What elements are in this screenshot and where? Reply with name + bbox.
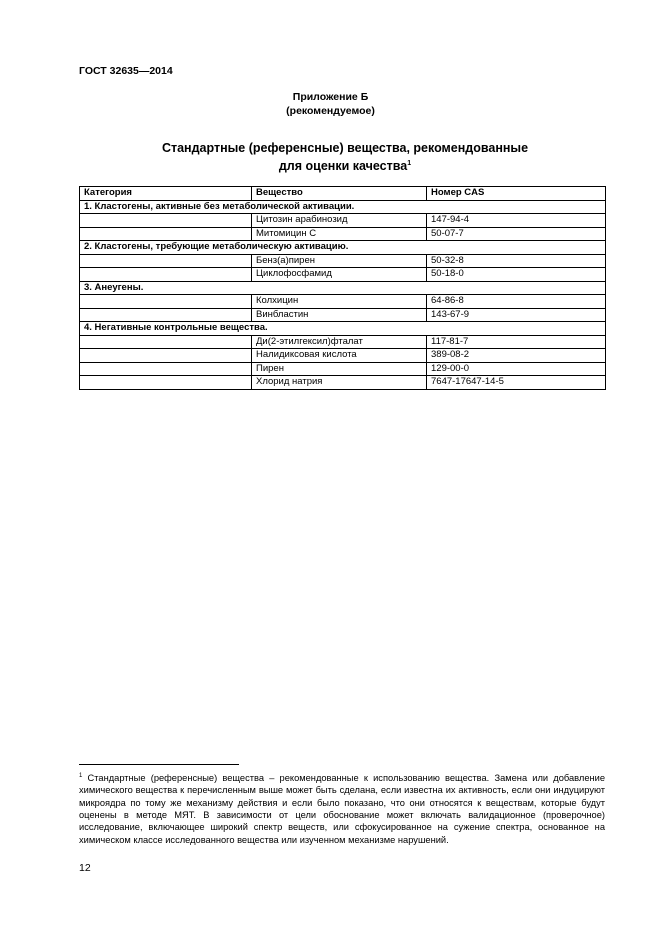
category-cell [80,254,252,268]
table-row [80,254,606,268]
table-row [80,295,606,309]
substance-cell: Митомицин С [252,227,427,241]
document-header: ГОСТ 32635—2014 [79,65,173,77]
category-cell [80,376,252,390]
table-row [80,214,606,228]
category-cell [80,308,252,322]
substance-cell: Циклофосфамид [252,268,427,282]
reference-substances-table [79,186,606,390]
cas-number-cell: 129-00-0 [427,362,606,376]
substance-cell: Ди(2-этилгексил)фталат [252,335,427,349]
table-section-row [80,281,606,295]
cas-number-cell: 64-86-8 [427,295,606,309]
category-cell [80,214,252,228]
column-header-substance: Вещество [252,187,427,201]
table-row [80,268,606,282]
substance-cell: Бенз(а)пирен [252,254,427,268]
substance-cell: Цитозин арабинозид [252,214,427,228]
section-label: 1. Кластогены, активные без метаболической активации. [80,200,606,214]
table-header-row [80,187,606,201]
title-line-2 [60,156,630,174]
appendix-heading [0,90,661,118]
document-title [60,140,630,174]
table-row [80,349,606,363]
table-row [80,308,606,322]
title-line-1: Стандартные (референсные) вещества, рекомендованные [161,141,529,155]
table-body [80,200,606,389]
section-label: 2. Кластогены, требующие метаболическую активацию. [80,241,606,255]
page-number: 12 [79,862,91,874]
category-cell [80,227,252,241]
appendix-title: Приложение Б [292,91,369,103]
category-cell [80,362,252,376]
appendix-subtitle: (рекомендуемое) [286,105,375,117]
footnote-marker: 1 [79,773,83,779]
cas-number-cell: 117-81-7 [427,335,606,349]
cas-number-cell: 147-94-4 [427,214,606,228]
cas-number-cell: 50-07-7 [427,227,606,241]
substance-cell: Пирен [252,362,427,376]
cas-number-cell: 143-67-9 [427,308,606,322]
table-row [80,335,606,349]
category-cell [80,349,252,363]
substance-cell: Налидиксовая кислота [252,349,427,363]
category-cell [80,268,252,282]
footnote-separator [79,764,239,765]
cas-number-cell: 389-08-2 [427,349,606,363]
cas-number-cell: 50-18-0 [427,268,606,282]
substance-cell: Колхицин [252,295,427,309]
table-row [80,362,606,376]
column-header-cas: Номер CAS [427,187,606,201]
table-section-row [80,200,606,214]
title-line-2-text: для оценки качества [278,159,408,174]
footnote-text: Стандартные (референсные) вещества – рекомендованные к использованию вещества. Замена или добавление химического вещества к перечисленным выше может быть сделана, если известна их активность, если они индуцируют микроядра по тому же механизму действия и если было показано, что они относятся к веществам, которые будут оценены в методе МЯТ. В зависимости от цели обоснование может включать валидационное (проверочное) исследование, включающее широкий спектр веществ, или сфокусированное на сужение спектра, основанное на химическом классе исследованного вещества или изученном механизме нарушений. [79,773,605,845]
table-section-row [80,322,606,336]
category-cell [80,335,252,349]
footnote [79,770,605,846]
table-section-row [80,241,606,255]
table-row [80,376,606,390]
substance-cell: Винбластин [252,308,427,322]
substance-cell: Хлорид натрия [252,376,427,390]
cas-number-cell: 50-32-8 [427,254,606,268]
footnote-reference: 1 [407,160,412,167]
section-label: 3. Анеугены. [80,281,606,295]
category-cell [80,295,252,309]
column-header-category: Категория [80,187,252,201]
table-row [80,227,606,241]
cas-number-cell: 7647-17647-14-5 [427,376,606,390]
section-label: 4. Негативные контрольные вещества. [80,322,606,336]
